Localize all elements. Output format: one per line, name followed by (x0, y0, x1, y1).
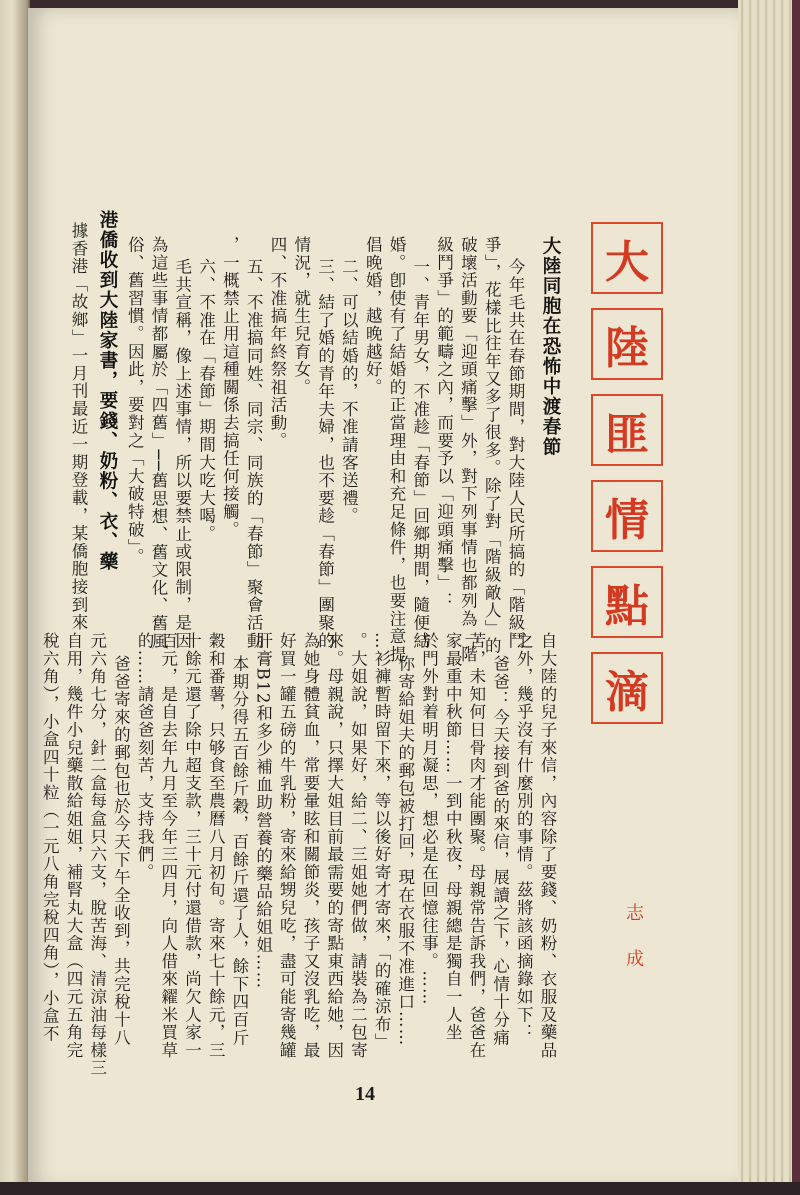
article2-title: 港僑收到大陸家書，要錢、奶粉、衣、藥 (97, 210, 118, 572)
page-number: 14 (355, 1083, 375, 1105)
text-column: 百元，是自去年九月至今年三四月，向人借來糴米買草 (158, 632, 178, 1060)
section-label-char: 情 (591, 480, 663, 552)
text-column: 今年毛共在春節期間，對大陸人民所搞的「階級鬥 (506, 258, 525, 650)
section-label-char: 陸 (591, 308, 663, 380)
text-column: 二、可以結婚的，不准請客送禮。 (339, 258, 359, 525)
text-column: 家最重中秋節……一到中秋夜，母親總是獨自一人坐 (443, 632, 463, 1042)
text-column: 苦，未知何日骨肉才能團聚。母親常告訴我們，爸爸在 (466, 632, 486, 1060)
section-label-char: 滴 (591, 652, 663, 724)
text-column: 好買一罐五磅的牛乳粉，寄來給甥兒吃，盡可能寄幾罐 (277, 632, 297, 1060)
text-column: ，一概禁止用這種關係去搞任何接觸。 (220, 236, 240, 539)
text-column: 的……請爸爸刻苦，支持我們。 (135, 632, 155, 882)
book-cover-edge (792, 0, 800, 1195)
section-label-char: 點 (591, 566, 663, 638)
text-column: 肝膏B12和多少補血助營養的藥品給姐姐…… (253, 632, 273, 990)
text-column: 四、不准搞年終祭祖活動。 (268, 236, 287, 450)
text-column: 來。母親說，只擇大姐目前最需要的寄點東西給她，因 (324, 632, 344, 1060)
text-column: 本期分得五百餘斤穀，百餘斤還了人，餘下四百斤 (229, 655, 249, 1047)
text-column: 級鬥爭」的範疇之內，而要予以「迎頭痛擊」： (434, 236, 454, 610)
text-column: 稅六角），小盒四十粒（一元八角完稅四角），小盒不 (40, 632, 60, 1043)
text-column: 為這些事情都屬於「四舊」──舊思想、舊文化、舊風 (149, 236, 168, 651)
text-column: 倡晚婚，越晚越好。 (363, 236, 383, 397)
text-column: 爭」，花樣比往年又多了很多。除了對「階級敵人」的 (482, 236, 502, 655)
text-column: 元六角七分，針二盒每盒只六支，脫苦海、清涼油每樣三 (87, 632, 107, 1077)
text-column: 爸爸：今天接到爸的來信，展讀之下，心情十分痛 (490, 655, 510, 1047)
text-column: 破壞活動要「迎頭痛擊」外，對下列事情也都列為「階 (458, 236, 478, 664)
text-column: 之外，幾乎沒有什麼別的事情。茲將該函摘錄如下： (514, 632, 534, 1042)
text-column: 於門外對着明月凝思，想必是在回憶往事。…… (419, 632, 439, 1006)
text-column: 爸爸寄來的郵包也於今天下午全收到，共完稅十八 (111, 655, 131, 1047)
text-column: 你寄給姐夫的郵包被打回，現在衣服不准進口…… (395, 655, 415, 1047)
book-gutter-left (0, 0, 30, 1195)
book-bottom-edge (0, 1182, 800, 1195)
text-column: 。大姐說，如果好，給二、三姐她們做，請裝為二包寄 (348, 632, 368, 1060)
text-column: 一、青年男女，不准趁「春節」回鄉期間，隨便結 (410, 258, 430, 650)
text-column: 自用，幾件小兒藥散給姐姐，補腎丸大盒（四元五角完 (64, 632, 83, 1060)
text-column: 穀和番薯，只够食至農曆八月初旬。寄來七十餘元，三 (206, 632, 226, 1060)
text-column: 十餘元還了除中超支款，三十元付還借款，尚欠人家一 (182, 632, 202, 1060)
section-label-boxes (591, 222, 663, 724)
author-name: 志成 (623, 903, 644, 995)
article2-intro: 據香港「故鄉」一月刊最近一期登載，某僑胞接到來 (69, 222, 88, 632)
text-column: 六、不准在「春節」期間大吃大喝。 (196, 258, 216, 543)
text-column: 為她身體貧血，常要暈眩和關節炎，孩子又沒乳吃，最 (301, 632, 320, 1060)
text-column: 三、結了婚的青年夫婦，也不要趁「春節」團聚的 (315, 258, 335, 650)
text-column: 毛共宣稱，像上述事情，所以要禁止或限制，是因 (172, 258, 192, 650)
text-column: 五、不准搞同姓、同宗、同族的「春節」聚會活動 (244, 258, 264, 650)
text-column: 自大陸的兒子來信，內容除了要錢、奶粉、衣服及藥品 (538, 632, 557, 1060)
text-column: 俗、舊習慣。因此，要對之「大破特破」。 (125, 236, 145, 566)
text-column: 婚。卽使有了結婚的正當理由和充足條件，也要注意提 (387, 236, 406, 664)
section-label-char: 大 (591, 222, 663, 294)
section-label-char: 匪 (591, 394, 663, 466)
book-page-edges-right (738, 0, 800, 1195)
article1-title: 大陸同胞在恐怖中渡春節 (540, 236, 561, 458)
text-column: 情況，就生兒育女。 (291, 236, 311, 397)
text-column: …衫褲暫時留下來，等以後好寄才寄來，「的確涼布」 (372, 632, 392, 1051)
